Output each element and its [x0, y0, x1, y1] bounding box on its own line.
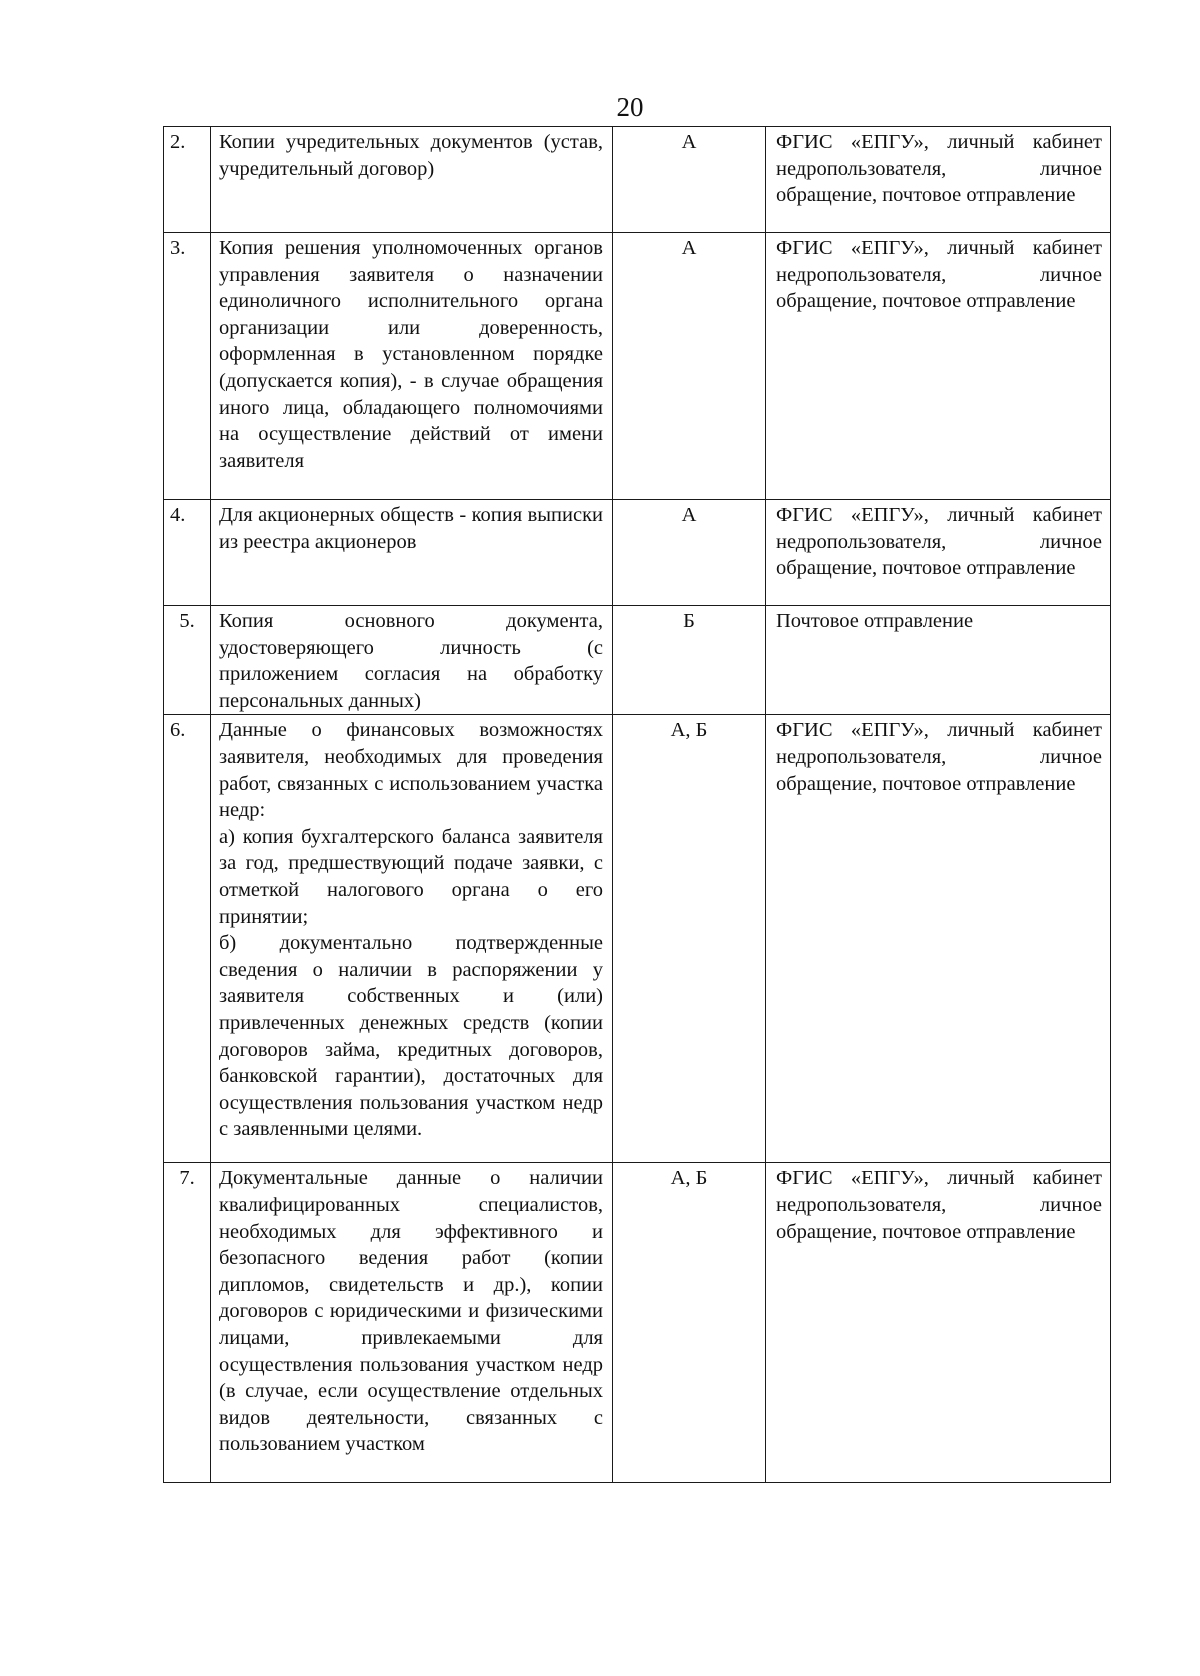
table-row [164, 1163, 1111, 1483]
applicant-type-cell [613, 606, 766, 715]
row-number-cell [164, 606, 211, 715]
row-number-cell [164, 500, 211, 606]
document-name: Документальные данные о наличии квалифицированных специалистов, необходимых для эффективного и безопасного ведения работ (копии дипломов, свидетельств и др.), копии договоров с юридическими и физическими лицами, привлекаемыми для осуществления пользования участком недр (в случае, если осуществление отдельных видов деятельности, связанных с пользованием участком [219, 1167, 603, 1456]
row-number-cell [164, 715, 211, 1163]
row-number-cell [164, 1163, 211, 1483]
submission-method: ФГИС «ЕПГУ», личный кабинет недропользователя, личное обращение, почтовое отправление [776, 504, 1102, 580]
document-name-cell [211, 127, 613, 233]
table-row [164, 127, 1111, 233]
document-name: Для акционерных обществ - копия выписки из реестра акционеров [219, 504, 603, 553]
document-name: Копия решения уполномоченных органов управления заявителя о назначении единоличного исполнительного органа организации или доверенность, оформленная в установленном порядке (допускается копия), - в случае обращения иного лица, обладающего полномочиями на осуществление действий от имени заявителя [219, 237, 603, 472]
row-number-cell [164, 233, 211, 500]
table-row [164, 715, 1111, 1163]
submission-method-cell [766, 606, 1111, 715]
documents-table [163, 126, 1111, 1483]
submission-method: ФГИС «ЕПГУ», личный кабинет недропользователя, личное обращение, почтовое отправление [776, 719, 1102, 795]
row-number: 2. [170, 131, 186, 153]
applicant-type: Б [683, 610, 695, 632]
document-name: Копии учредительных документов (устав, учредительный договор) [219, 131, 603, 180]
submission-method: ФГИС «ЕПГУ», личный кабинет недропользователя, личное обращение, почтовое отправление [776, 237, 1102, 313]
document-name-cell [211, 1163, 613, 1483]
submission-method-cell [766, 1163, 1111, 1483]
document-name: Данные о финансовых возможностях заявителя, необходимых для проведения работ, связанных с использованием участка недр: а) копия бухгалтерского баланса заявителя за год, предшествующий подаче заявки, с отметкой налогового органа о его принятии; б) документально подтвержденные сведения о наличии в распоряжении у заявителя собственных и (или) привлеченных денежных средств (копии договоров займа, кредитных договоров, банковской гарантии), достаточных для осуществления пользования участком недр с заявленными целями. [219, 719, 603, 1141]
applicant-type-cell [613, 500, 766, 606]
page-number: 20 [616, 92, 644, 122]
applicant-type: А [681, 237, 697, 259]
document-name: Копия основного документа, удостоверяющего личность (с приложением согласия на обработку персональных данных) [219, 610, 603, 712]
applicant-type: А [681, 131, 697, 153]
submission-method-cell [766, 127, 1111, 233]
row-number: 6. [170, 719, 186, 742]
submission-method: ФГИС «ЕПГУ», личный кабинет недропользователя, личное обращение, почтовое отправление [776, 131, 1102, 207]
document-name-cell [211, 233, 613, 500]
table-row [164, 233, 1111, 500]
applicant-type-cell [613, 715, 766, 1163]
row-number: 4. [170, 504, 186, 526]
applicant-type: А [681, 504, 697, 526]
applicant-type-cell [613, 1163, 766, 1483]
document-name-cell [211, 500, 613, 606]
row-number: 5. [179, 610, 195, 632]
submission-method-cell [766, 500, 1111, 606]
table-row [164, 500, 1111, 606]
row-number-cell [164, 127, 211, 233]
applicant-type: А, Б [670, 719, 708, 742]
table-row [164, 606, 1111, 715]
submission-method-cell [766, 233, 1111, 500]
applicant-type-cell [613, 127, 766, 233]
row-number: 3. [170, 237, 186, 259]
submission-method-cell [766, 715, 1111, 1163]
document-name-cell [211, 606, 613, 715]
document-name-cell [211, 715, 613, 1163]
submission-method: Почтовое отправление [776, 610, 974, 632]
submission-method: ФГИС «ЕПГУ», личный кабинет недропользователя, личное обращение, почтовое отправление [776, 1167, 1102, 1243]
applicant-type: А, Б [670, 1167, 708, 1190]
row-number: 7. [179, 1167, 195, 1190]
applicant-type-cell [613, 233, 766, 500]
